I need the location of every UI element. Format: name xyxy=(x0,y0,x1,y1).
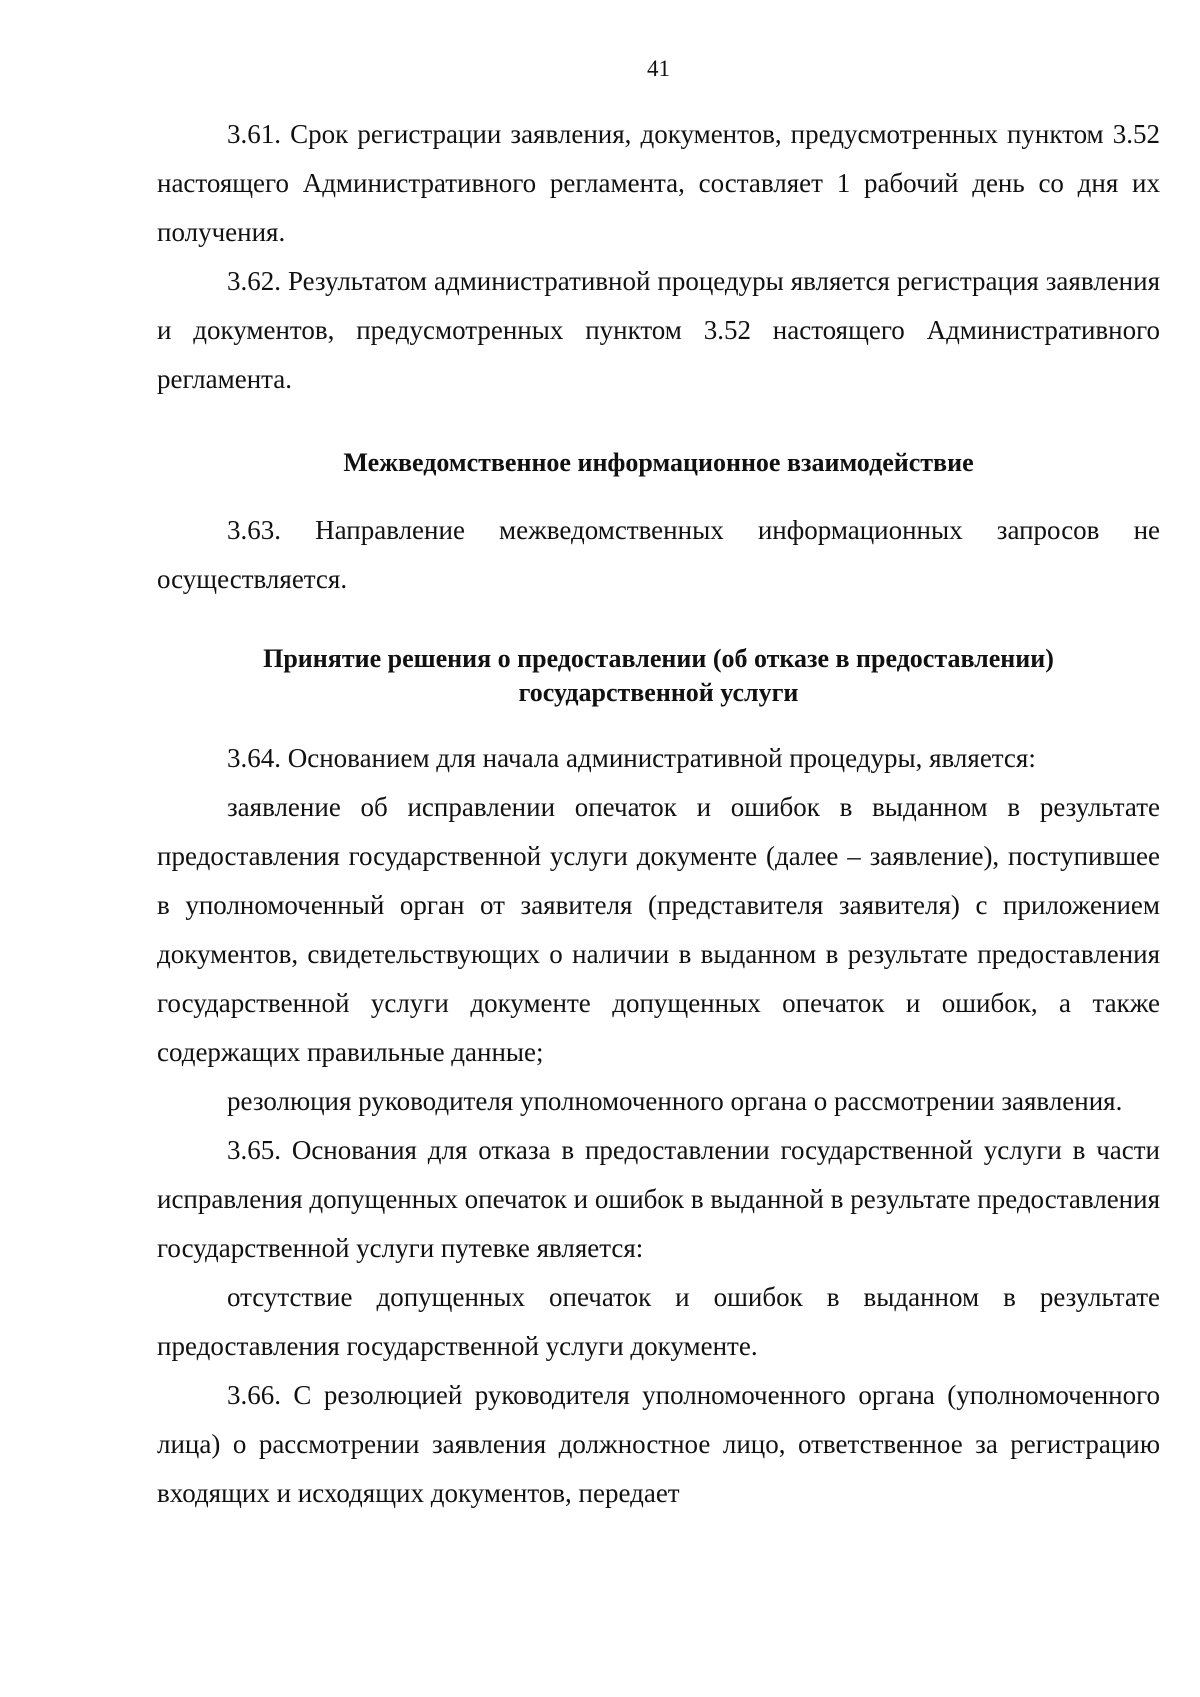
document-body xyxy=(157,110,1160,1518)
section-heading-interagency xyxy=(157,446,1160,480)
page-number: 41 xyxy=(647,56,670,81)
heading-line: государственной услуги xyxy=(518,678,799,707)
heading-line: Межведомственное информационное взаимодействие xyxy=(343,448,974,477)
section-heading-decision xyxy=(157,642,1160,710)
paragraph-application: заявление об исправлении опечаток и ошибок в выданном в результате предоставления государственной услуги документе (далее – заявление), поступившее в уполномоченный орган от заявителя (представителя заявителя) с приложением документов, свидетельствующих о наличии в выданном в результате предоставления государственной услуги документе допущенных опечаток и ошибок, а также содержащих правильные данные; xyxy=(157,792,1160,1067)
paragraph-3-63: 3.63. Направление межведомственных информационных запросов не осуществляется. xyxy=(157,515,1160,594)
paragraph-absence: отсутствие допущенных опечаток и ошибок в выданном в результате предоставления государственной услуги документе. xyxy=(157,1282,1160,1361)
paragraph-3-64: 3.64. Основанием для начала административной процедуры, является: xyxy=(227,743,1036,773)
paragraph-3-61: 3.61. Срок регистрации заявления, документов, предусмотренных пунктом 3.52 настоящего Административного регламента, составляет 1 рабочий день со дня их получения. xyxy=(157,119,1160,247)
paragraph-3-66: 3.66. С резолюцией руководителя уполномоченного органа (уполномоченного лица) о рассмотрении заявления должностное лицо, ответственное за регистрацию входящих и исходящих документов, передает xyxy=(157,1380,1160,1508)
heading-line: Принятие решения о предоставлении (об отказе в предоставлении) xyxy=(263,644,1054,673)
paragraph-3-65: 3.65. Основания для отказа в предоставлении государственной услуги в части исправления допущенных опечаток и ошибок в выданной в результате предоставления государственной услуги путевке является: xyxy=(157,1135,1160,1263)
paragraph-resolution: резолюция руководителя уполномоченного органа о рассмотрении заявления. xyxy=(227,1086,1123,1116)
paragraph-3-62: 3.62. Результатом административной процедуры является регистрация заявления и документов, предусмотренных пунктом 3.52 настоящего Административного регламента. xyxy=(157,266,1160,394)
